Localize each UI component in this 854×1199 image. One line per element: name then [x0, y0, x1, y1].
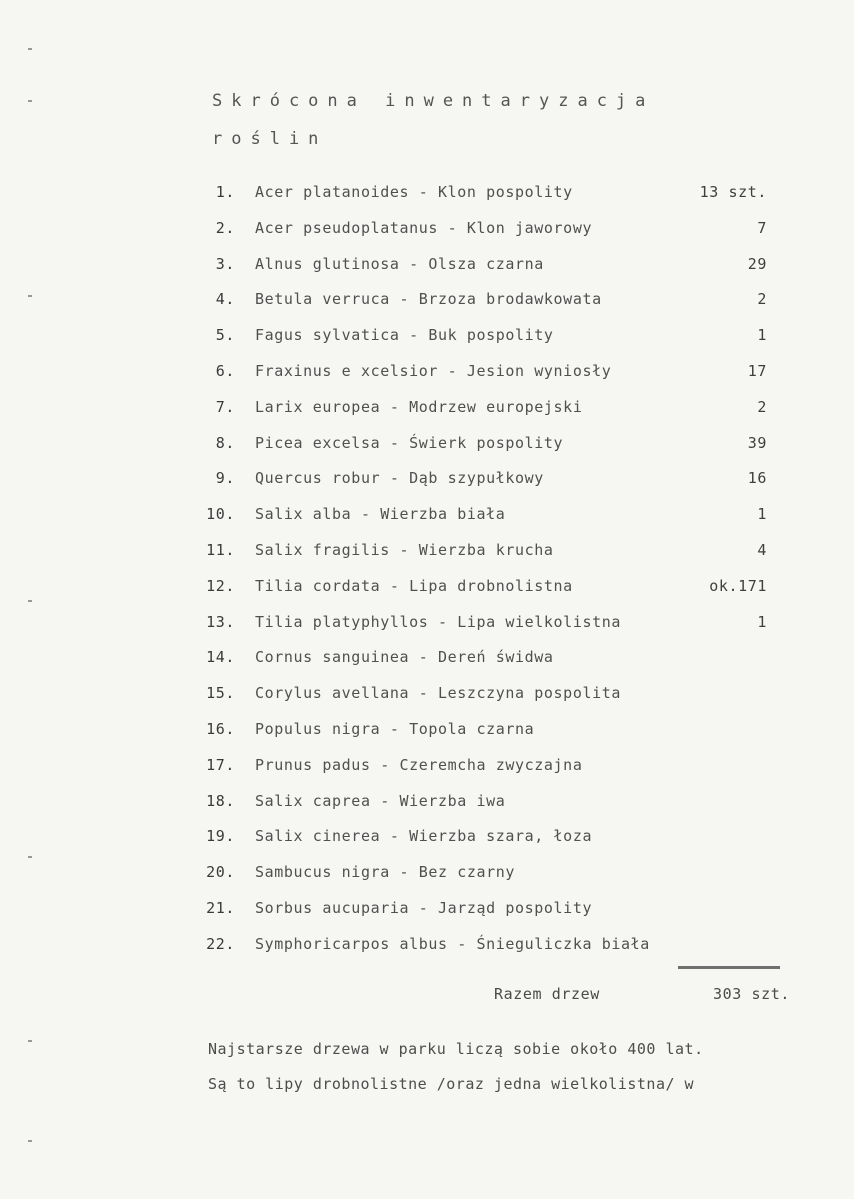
- plant-count: 2: [757, 290, 767, 309]
- plant-count: 17: [747, 361, 767, 380]
- plant-name: Tilia cordata - Lipa drobnolistna: [255, 576, 573, 595]
- list-item: [195, 500, 815, 536]
- item-number: 1.: [215, 183, 235, 201]
- plant-count: 7: [757, 218, 767, 237]
- item-number: 7.: [215, 397, 235, 416]
- list-item: [195, 572, 815, 608]
- plant-name: Salix caprea - Wierzba iwa: [255, 791, 506, 810]
- list-item: [195, 858, 815, 894]
- plant-name: Quercus robur - Dąb szypułkowy: [255, 469, 544, 488]
- item-number: 4.: [215, 290, 235, 309]
- item-number: 13.: [206, 612, 235, 631]
- plant-count: 1: [757, 505, 767, 524]
- note-line-1: Najstarsze drzewa w parku liczą sobie około 400 lat.: [208, 1040, 704, 1058]
- title-line-2: roślin: [212, 129, 328, 149]
- plant-name: Salix fragilis - Wierzba krucha: [255, 540, 554, 559]
- sum-rule: [678, 966, 780, 969]
- plant-name: Sorbus aucuparia - Jarząd pospolity: [255, 898, 593, 917]
- plant-name: Prunus padus - Czeremcha zwyczajna: [255, 755, 583, 774]
- list-item: [195, 214, 815, 250]
- total-label: Razem drzew: [494, 985, 600, 1003]
- list-item: [195, 536, 815, 572]
- list-item: [195, 787, 815, 823]
- item-number: 22.: [206, 934, 235, 953]
- item-number: 16.: [206, 719, 235, 738]
- item-number: 9.: [215, 469, 235, 488]
- plant-count: ok.171: [709, 576, 767, 595]
- list-item: [195, 822, 815, 858]
- plant-name: Acer platanoides - Klon pospolity: [255, 183, 573, 201]
- plant-count: 13 szt.: [699, 183, 767, 201]
- item-number: 18.: [206, 791, 235, 810]
- item-number: 19.: [206, 827, 235, 846]
- item-number: 12.: [206, 576, 235, 595]
- list-item: [195, 643, 815, 679]
- item-number: 15.: [206, 684, 235, 703]
- list-item: [195, 608, 815, 644]
- item-number: 10.: [206, 505, 235, 524]
- margin-mark: [28, 100, 32, 102]
- list-item: [195, 393, 815, 429]
- plant-count: 1: [757, 612, 767, 631]
- plant-name: Acer pseudoplatanus - Klon jaworowy: [255, 218, 593, 237]
- item-number: 6.: [215, 361, 235, 380]
- plant-name: Salix alba - Wierzba biała: [255, 505, 506, 524]
- plant-name: Alnus glutinosa - Olsza czarna: [255, 254, 544, 273]
- item-number: 8.: [215, 433, 235, 452]
- plant-count: 29: [747, 254, 767, 273]
- plant-count: 1: [757, 326, 767, 345]
- margin-mark: [28, 1040, 32, 1042]
- title-line-1: Skrócona inwentaryzacja: [212, 91, 655, 111]
- list-item: [195, 930, 815, 966]
- plant-name: Picea excelsa - Świerk pospolity: [255, 433, 564, 452]
- item-number: 2.: [215, 218, 235, 237]
- plant-name: Corylus avellana - Leszczyna pospolita: [255, 684, 621, 703]
- list-item: [195, 250, 815, 286]
- plant-list: [195, 178, 815, 966]
- plant-name: Tilia platyphyllos - Lipa wielkolistna: [255, 612, 621, 631]
- plant-name: Larix europea - Modrzew europejski: [255, 397, 583, 416]
- margin-mark: [28, 1140, 32, 1142]
- margin-mark: [28, 295, 32, 297]
- item-number: 20.: [206, 863, 235, 882]
- plant-name: Cornus sanguinea - Dereń świdwa: [255, 648, 554, 667]
- item-number: 17.: [206, 755, 235, 774]
- plant-name: Salix cinerea - Wierzba szara, łoza: [255, 827, 593, 846]
- list-item: [195, 321, 815, 357]
- plant-count: 16: [747, 469, 767, 488]
- margin-mark: [28, 48, 32, 50]
- document-title: [212, 82, 654, 158]
- list-item: [195, 751, 815, 787]
- plant-count: 39: [747, 433, 767, 452]
- list-item: [195, 715, 815, 751]
- margin-mark: [28, 600, 32, 602]
- plant-name: Fagus sylvatica - Buk pospolity: [255, 326, 554, 345]
- plant-name: Sambucus nigra - Bez czarny: [255, 863, 516, 882]
- plant-name: Betula verruca - Brzoza brodawkowata: [255, 290, 602, 309]
- list-item: [195, 894, 815, 930]
- list-item: [195, 357, 815, 393]
- list-item: [195, 285, 815, 321]
- margin-mark: [28, 856, 32, 858]
- plant-count: 2: [757, 397, 767, 416]
- item-number: 21.: [206, 898, 235, 917]
- total-value: 303 szt.: [713, 985, 791, 1003]
- item-number: 3.: [215, 254, 235, 273]
- plant-count: 4: [757, 540, 767, 559]
- plant-name: Fraxinus e xcelsior - Jesion wyniosły: [255, 361, 612, 380]
- item-number: 5.: [215, 326, 235, 345]
- list-item: [195, 429, 815, 465]
- plant-name: Populus nigra - Topola czarna: [255, 719, 535, 738]
- note-line-2: Są to lipy drobnolistne /oraz jedna wielkolistna/ w: [208, 1075, 695, 1093]
- list-item: [195, 178, 815, 214]
- list-item: [195, 679, 815, 715]
- item-number: 11.: [206, 540, 235, 559]
- item-number: 14.: [206, 648, 235, 667]
- list-item: [195, 464, 815, 500]
- plant-name: Symphoricarpos albus - Śnieguliczka biała: [255, 934, 650, 953]
